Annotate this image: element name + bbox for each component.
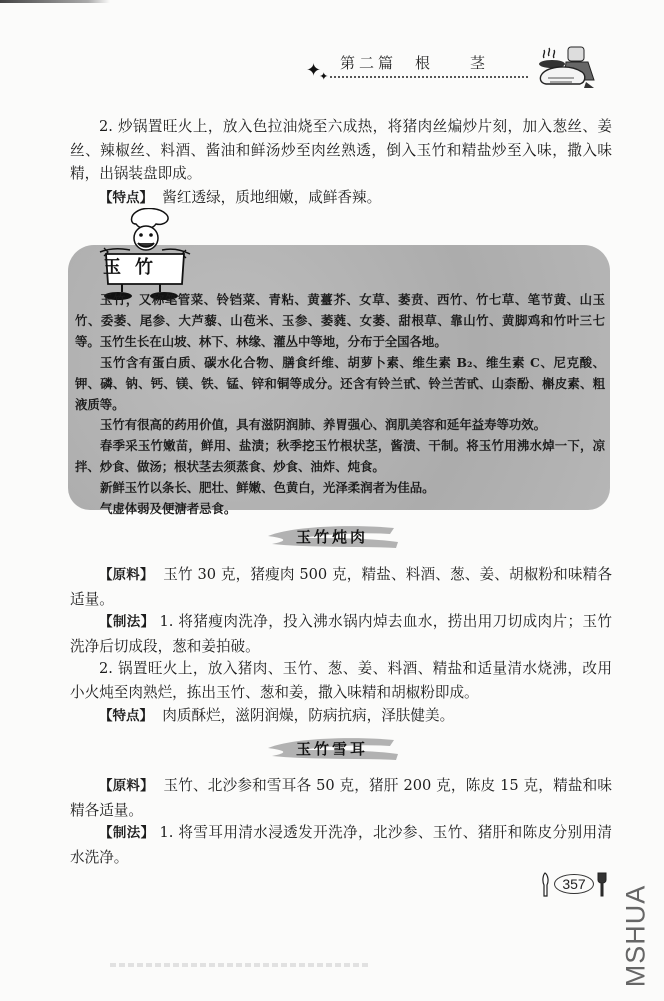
sparkle-icon: $✦_✦$ xyxy=(306,60,329,83)
info-paragraph-medicinal: 玉竹有很高的药用价值，具有滋阴润肺、养胃强心、润肌美容和延年益寿等功效。 xyxy=(100,417,547,433)
recipe-1-ingredients xyxy=(70,563,612,611)
recipe-2-title xyxy=(262,732,402,764)
recipe-2-title-text: 玉竹雪耳 xyxy=(295,740,368,758)
recipe-2-method-step-1 xyxy=(70,821,612,869)
info-paragraph-selection: 新鲜玉竹以条长、肥壮、鲜嫩、色黄白，光泽柔润者为佳品。 xyxy=(100,480,435,496)
feature-text: 酱红透绿，质地细嫩，咸鲜香辣。 xyxy=(162,189,382,206)
info-box-title: 玉竹 xyxy=(103,257,167,278)
info-box-text xyxy=(75,290,605,520)
knife-icon xyxy=(540,872,552,898)
info-paragraph-caution: 气虚体弱及便溏者忌食。 xyxy=(100,501,237,517)
method-step-1-text: 1. 将猪瘦肉洗净，投入沸水锅内焯去血水，捞出用刀切成肉片；玉竹洗净后切成段，葱和姜拍破。 xyxy=(70,613,612,655)
page-number-badge xyxy=(540,872,610,896)
scan-edge-shadow xyxy=(0,0,110,3)
recipe-1-method-step-1 xyxy=(70,610,612,658)
recipe-1-feature xyxy=(70,704,612,729)
method-step-1-text: 1. 将雪耳用清水浸透发开洗净，北沙参、玉竹、猪肝和陈皮分别用清水洗净。 xyxy=(70,824,612,866)
ingredients-text: 玉竹、北沙参和雪耳各 50 克，猪肝 200 克，陈皮 15 克，精盐和味精各适量。 xyxy=(70,777,613,819)
bleed-through-artifact xyxy=(110,963,370,967)
watermark-text: MSHUA xyxy=(620,884,651,988)
ingredients-label: 【原料】 xyxy=(99,778,154,794)
recipe-1-method-step-2: 2. 锅置旺火上，放入猪肉、玉竹、葱、姜、料酒、精盐和适量清水烧沸，改用小火炖至肉熟烂，拣出玉竹、葱和姜，撒入味精和胡椒粉即成。 xyxy=(70,660,612,701)
header-part: 第二篇 xyxy=(340,54,398,72)
running-header xyxy=(306,44,566,84)
info-paragraph-aliases: 玉竹，又称笔管菜、铃铛菜、青粘、黄薹芥、女草、萎贲、西竹、竹七草、笔节黄、山玉竹、委萎、尾参、大芦藜、山苞米、玉参、萎蕤、女萎、甜根草、靠山竹、黄脚鸡和竹叶三七等。玉竹生长在山坡、林下、林缘、灌丛中等地，分布于全国各地。 xyxy=(75,292,605,349)
ingredients-text: 玉竹 30 克，猪瘦肉 500 克，精盐、料酒、葱、姜、胡椒粉和味精各适量。 xyxy=(70,566,613,608)
previous-recipe-feature xyxy=(70,186,612,211)
feature-text: 肉质酥烂，滋阴润燥，防病抗病，泽肤健美。 xyxy=(162,707,455,724)
header-chapter-b: 茎 xyxy=(470,54,490,72)
header-title xyxy=(340,52,489,73)
feature-label: 【特点】 xyxy=(99,190,153,206)
info-paragraph-harvest: 春季采玉竹嫩苗，鲜用、盐渍；秋季挖玉竹根状茎，酱渍、干制。将玉竹用沸水焯一下，凉拌、炒食、做汤；根状茎去须蒸食、炒食、油炸、炖食。 xyxy=(75,438,605,475)
recipe-2-ingredients xyxy=(70,774,612,822)
header-dotted-rule xyxy=(330,76,528,78)
watermark xyxy=(616,886,656,986)
recipe-1-title xyxy=(262,520,402,552)
fork-icon xyxy=(596,872,608,898)
method-label: 【制法】 xyxy=(99,825,155,841)
header-chapter-a: 根 xyxy=(415,54,435,72)
recipe-1-title-text: 玉竹炖肉 xyxy=(295,528,368,546)
method-label: 【制法】 xyxy=(99,614,155,630)
page-number: 357 xyxy=(554,874,594,894)
feature-label: 【特点】 xyxy=(99,708,153,724)
chef-cooking-icon xyxy=(538,44,604,94)
previous-recipe-step-2: 2. 炒锅置旺火上，放入色拉油烧至六成热，将猪肉丝煸炒片刻，加入葱丝、姜丝、辣椒丝、料酒、酱油和鲜汤炒至肉丝熟透，倒入玉竹和精盐炒至入味，撒入味精，出锅装盘即成。 xyxy=(70,118,612,182)
info-paragraph-nutrients: 玉竹含有蛋白质、碳水化合物、膳食纤维、胡萝卜素、维生素 B₂、维生素 C、尼克酸、钾、磷、钠、钙、镁、铁、锰、锌和铜等成分。还含有铃兰甙、铃兰苦甙、山柰酚、槲皮素、粗液质等。 xyxy=(75,354,605,412)
ingredients-label: 【原料】 xyxy=(99,567,154,583)
